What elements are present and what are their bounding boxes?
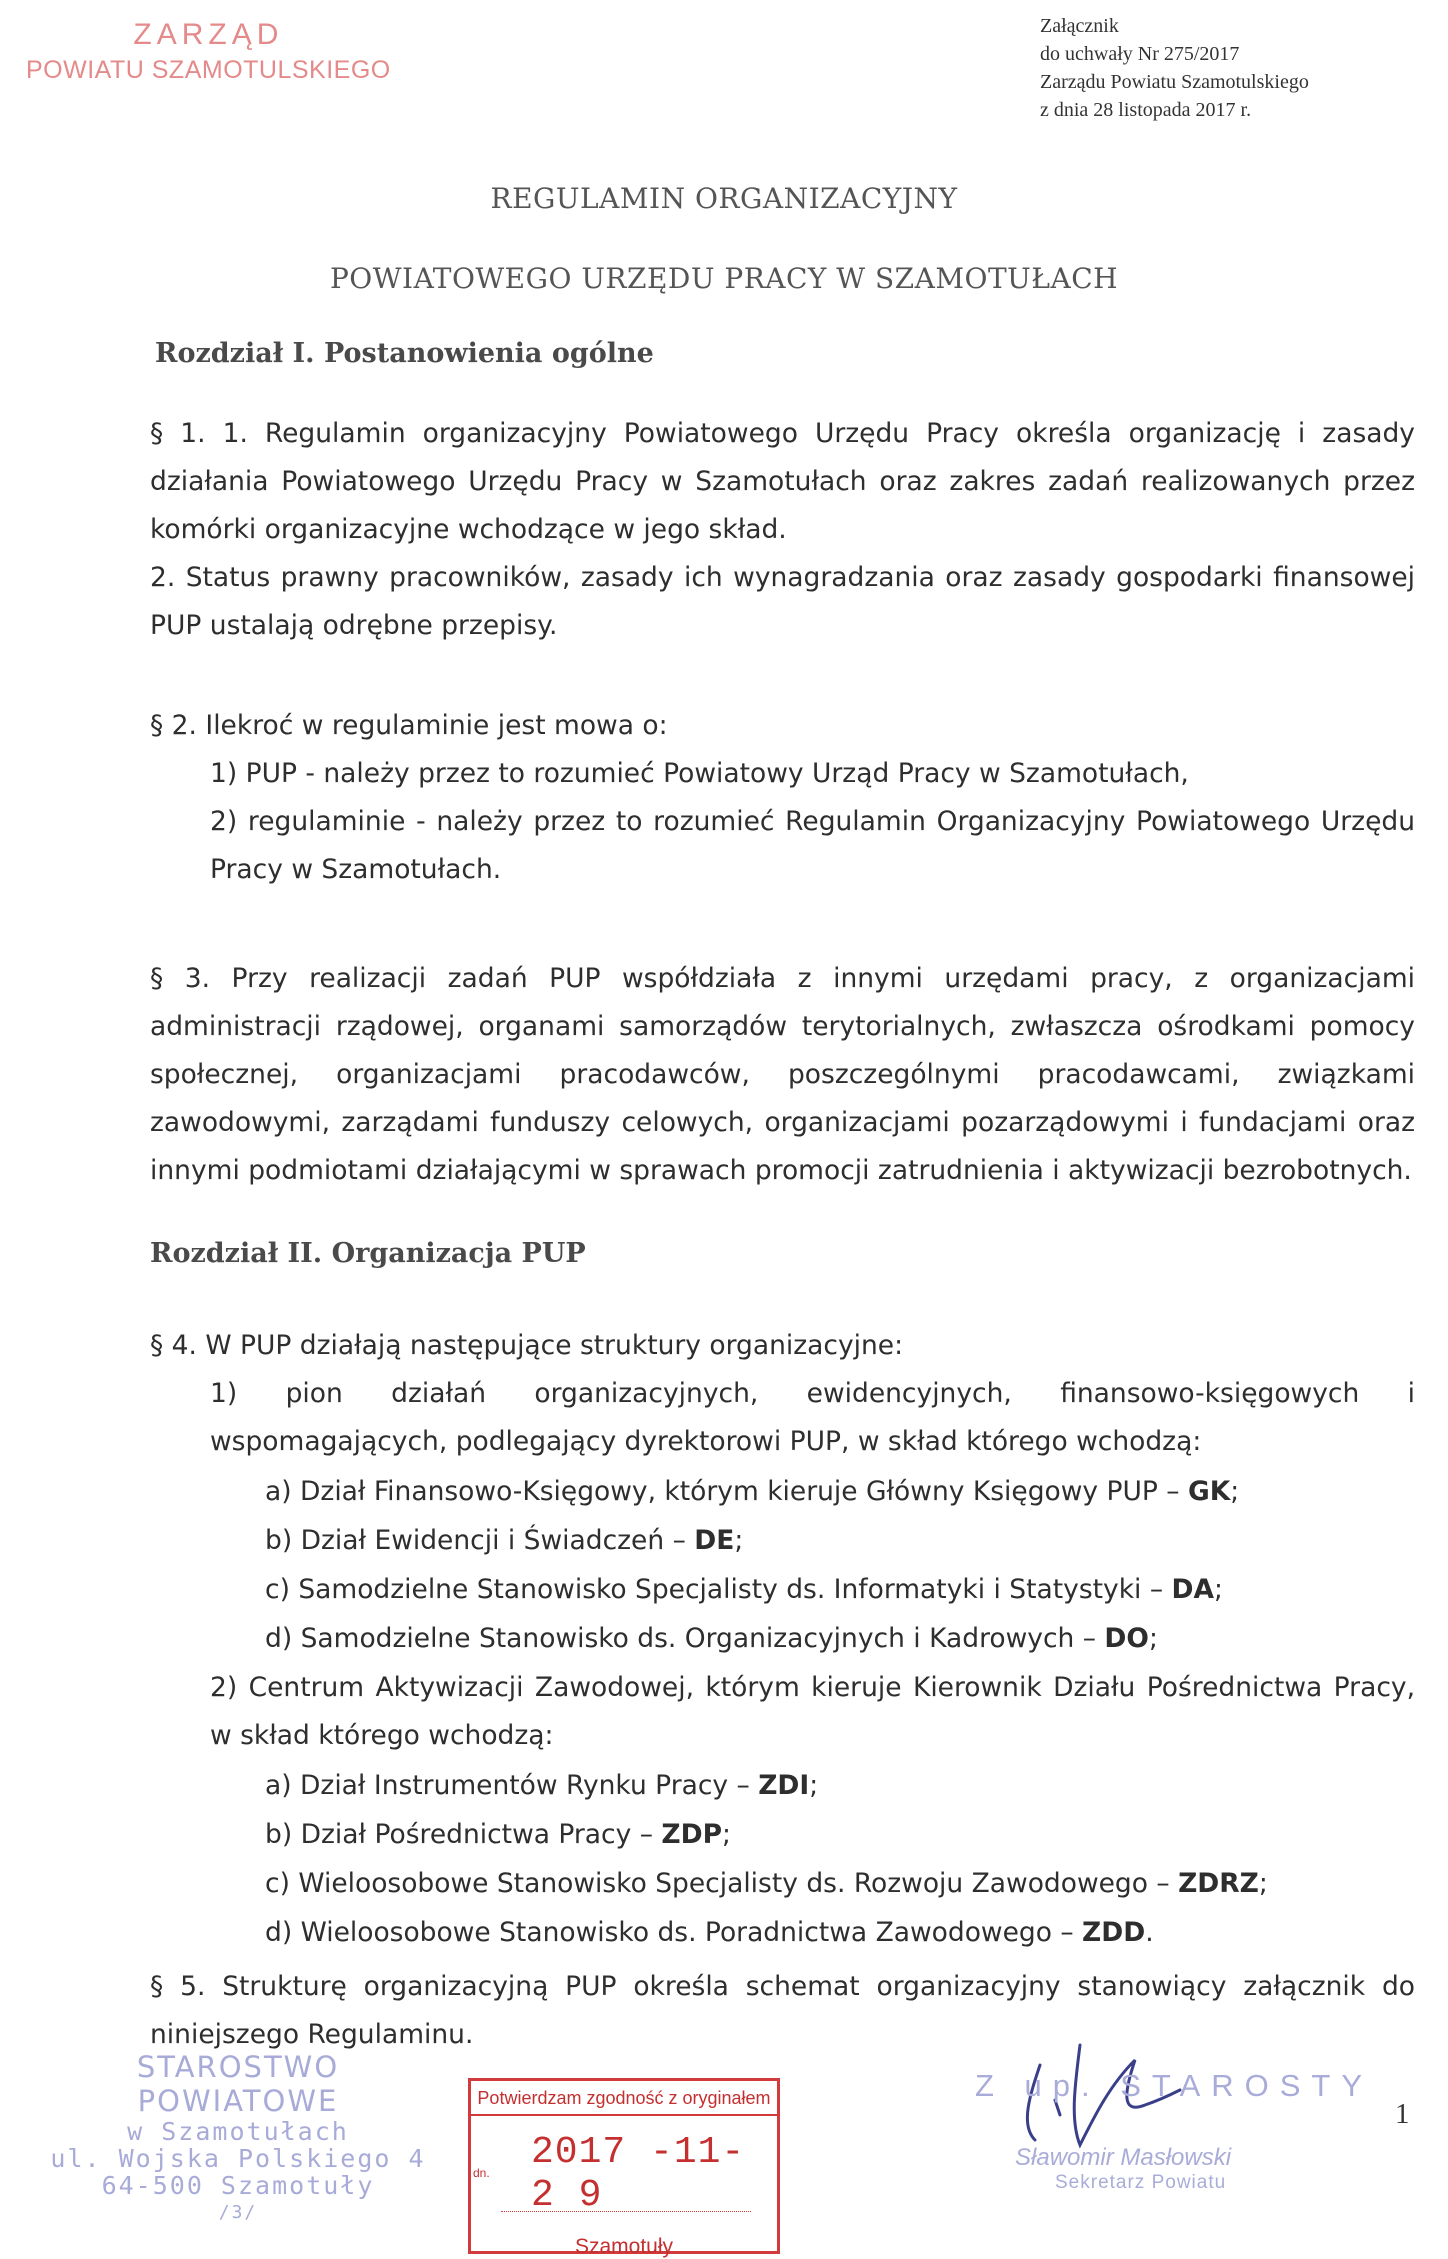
unit-code: ZDRZ — [1178, 1868, 1259, 1899]
list-item: c) Samodzielne Stanowisko Specjalisty ds. Informatyki i Statystyki – DA; — [265, 1574, 1223, 1605]
list-item: d) Wieloosobowe Stanowisko ds. Poradnictwa Zawodowego – ZDD. — [265, 1917, 1154, 1948]
stamp-signature-name: Sławomir Masłowski — [1015, 2144, 1232, 2171]
paragraph-1-section-1: § 1. 1. Regulamin organizacyjny Powiatowego Urzędu Pracy określa organizację i zasady działania Powiatowego Urzędu Pracy w Szamotułach oraz zakres zadań realizowanych przez komórki organizacyjne wchodzące w jego skład. — [150, 418, 1415, 545]
unit-code: DE — [694, 1525, 735, 1556]
list-item: a) Dział Instrumentów Rynku Pracy – ZDI; — [265, 1770, 819, 1801]
paragraph-5: § 5. Strukturę organizacyjną PUP określa schemat organizacyjny stanowiący załącznik do niniejszego Regulaminu. — [150, 1971, 1415, 2050]
stamp-starostwo-line: /3/ — [218, 2202, 258, 2223]
paragraph-1-section-2: 2. Status prawny pracowników, zasady ich wynagradzania oraz zasady gospodarki finansowej PUP ustalają odrębne przepisy. — [150, 562, 1415, 641]
list-item: c) Wieloosobowe Stanowisko Specjalisty ds. Rozwoju Zawodowego – ZDRZ; — [265, 1868, 1268, 1899]
paragraph-2-item-2: 2) regulaminie - należy przez to rozumieć Regulamin Organizacyjny Powiatowego Urzędu Pracy w Szamotułach. — [210, 806, 1415, 885]
stamp-zarzad — [26, 18, 391, 85]
stamp-certify — [468, 2078, 780, 2258]
list-item: a) Dział Finansowo-Księgowy, którym kieruje Główny Księgowy PUP – GK; — [265, 1476, 1240, 1507]
paragraph-2-lead: § 2. Ilekroć w regulaminie jest mowa o: — [150, 710, 668, 741]
paragraph-2 — [150, 702, 1415, 750]
stamp-signature-role: Sekretarz Powiatu — [1055, 2172, 1227, 2193]
paragraph-4-group-2: 2) Centrum Aktywizacji Zawodowej, którym kieruje Kierownik Działu Pośrednictwa Pracy, w skład którego wchodzą: — [210, 1672, 1415, 1751]
unit-code: DO — [1104, 1623, 1149, 1654]
stamp-signature-title: Z up. STAROSTY — [975, 2068, 1374, 2103]
paragraph-2-item-1: 1) PUP - należy przez to rozumieć Powiatowy Urząd Pracy w Szamotułach, — [210, 758, 1189, 789]
stamp-starostwo-line: STAROSTWO POWIATOWE — [136, 2050, 340, 2118]
attachment-line: do uchwały Nr 275/2017 — [1040, 43, 1240, 65]
page-number: 1 — [1395, 2098, 1410, 2130]
stamp-certify-dn: dn. — [473, 2166, 490, 2180]
stamp-certify-footer: Szamotuły — [574, 2235, 674, 2258]
attachment-note — [1040, 12, 1309, 124]
stamp-starostwo — [48, 2050, 428, 2226]
chapter-heading-2: Rozdział II. Organizacja PUP — [150, 1238, 586, 1269]
unit-code: ZDI — [758, 1770, 810, 1801]
stamp-starostwo-line: w Szamotułach — [127, 2117, 349, 2146]
paragraph-1 — [150, 410, 1415, 650]
list-item: b) Dział Pośrednictwa Pracy – ZDP; — [265, 1819, 731, 1850]
paragraph-4-group-1: 1) pion działań organizacyjnych, ewidencyjnych, finansowo-księgowych i wspomagających, podlegający dyrektorowi PUP, w skład którego wchodzą: — [210, 1378, 1415, 1457]
stamp-certify-dotted-line — [501, 2211, 751, 2212]
paragraph-4-lead: § 4. W PUP działają następujące struktury organizacyjne: — [150, 1330, 904, 1361]
stamp-certify-header: Potwierdzam zgodność z oryginałem — [471, 2081, 777, 2116]
unit-code: ZDD — [1082, 1917, 1146, 1948]
attachment-line: Załącznik — [1040, 15, 1119, 37]
stamp-starostwo-line: 64-500 Szamotuły — [101, 2171, 375, 2200]
unit-code: DA — [1171, 1574, 1215, 1605]
list-item: b) Dział Ewidencji i Świadczeń – DE; — [265, 1525, 744, 1556]
paragraph-3: § 3. Przy realizacji zadań PUP współdziała z innymi urzędami pracy, z organizacjami administracji rządowej, organami samorządów terytorialnych, zwłaszcza ośrodkami pomocy społecznej, organizacjami pracodawców, poszczególnymi pracodawcami, związkami zawodowymi, zarządami funduszy celowych, organizacjami pozarządowymi i fundacjami oraz innymi podmiotami działającymi w sprawach promocji zatrudnienia i aktywizacji bezrobotnych. — [150, 963, 1415, 1186]
stamp-zarzad-line2: POWIATU SZAMOTULSKIEGO — [26, 56, 391, 84]
chapter-heading-1: Rozdział I. Postanowienia ogólne — [155, 338, 654, 369]
stamp-zarzad-line1: ZARZĄD — [133, 18, 284, 51]
list-item: d) Samodzielne Stanowisko ds. Organizacyjnych i Kadrowych – DO; — [265, 1623, 1158, 1654]
unit-code: ZDP — [661, 1819, 723, 1850]
stamp-certify-date: 2017 -11- 2 9 — [531, 2131, 746, 2217]
attachment-line: z dnia 28 listopada 2017 r. — [1040, 99, 1252, 121]
unit-code: GK — [1187, 1476, 1231, 1507]
document-subtitle: POWIATOWEGO URZĘDU PRACY W SZAMOTUŁACH — [329, 262, 1119, 295]
attachment-line: Zarządu Powiatu Szamotulskiego — [1040, 71, 1309, 93]
document-title: REGULAMIN ORGANIZACYJNY — [490, 182, 958, 215]
stamp-signature — [975, 2068, 1373, 2194]
stamp-starostwo-line: ul. Wojska Polskiego 4 — [50, 2144, 426, 2173]
